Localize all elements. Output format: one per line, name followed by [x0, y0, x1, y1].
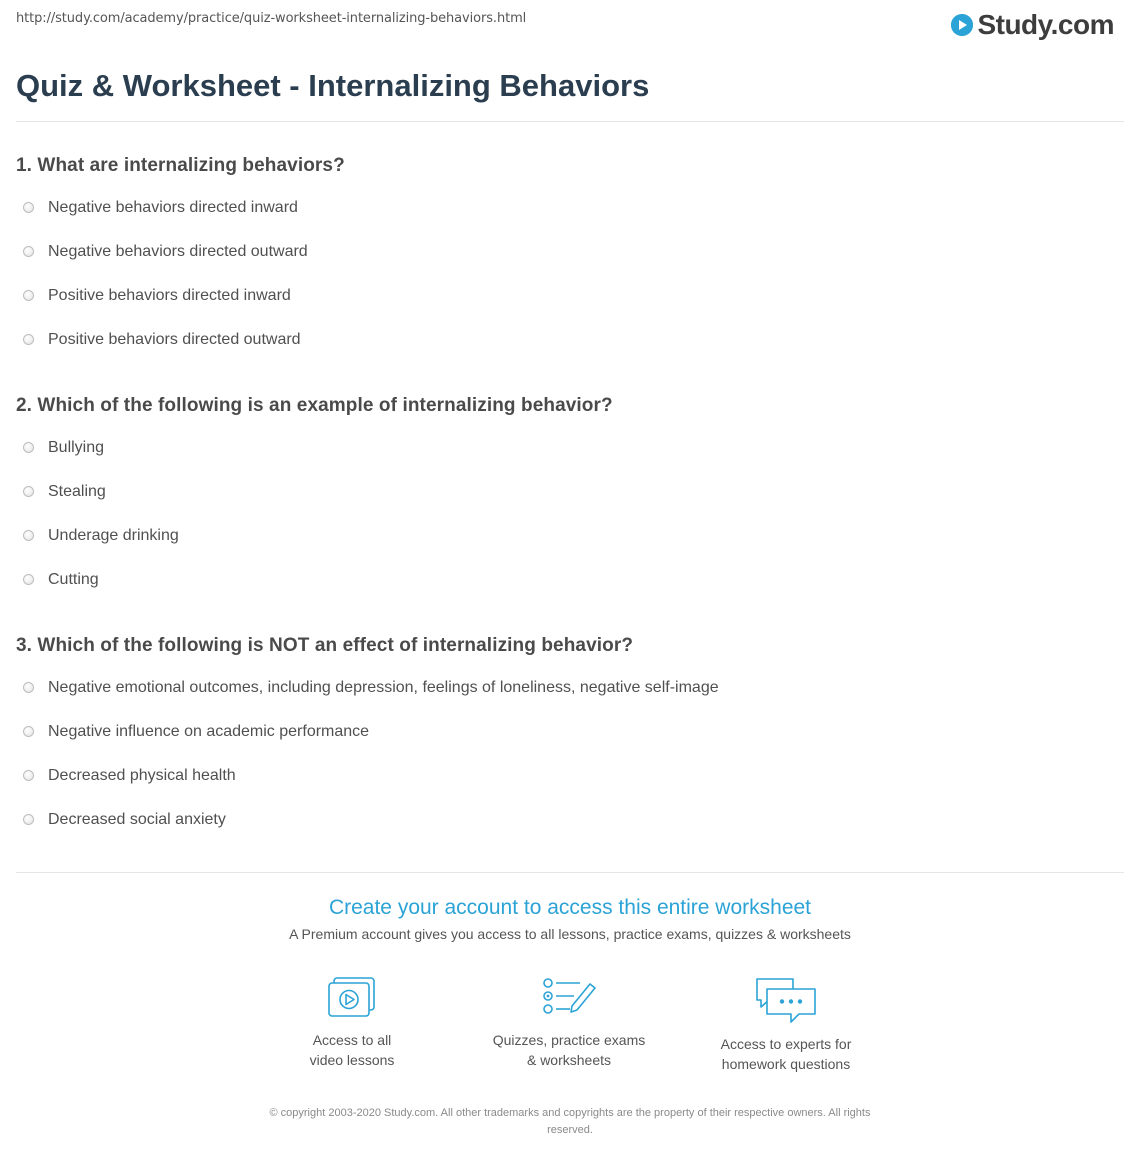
logo-text: Study.com [977, 9, 1114, 40]
answer-label: Positive behaviors directed inward [48, 287, 291, 304]
radio-button-icon[interactable] [23, 814, 34, 825]
video-lessons-icon [326, 976, 378, 1020]
answer-label: Positive behaviors directed outward [48, 331, 301, 348]
feature-video-lessons [262, 976, 442, 1070]
chat-bubbles-icon [753, 976, 819, 1024]
feature-label: Access to experts for [720, 1036, 852, 1052]
answer-label: Underage drinking [48, 527, 179, 544]
radio-button-icon[interactable] [23, 574, 34, 585]
copyright-line: reserved. [547, 1124, 593, 1136]
question-2 [16, 395, 1124, 588]
radio-button-icon[interactable] [23, 290, 34, 301]
page-url: http://study.com/academy/practice/quiz-worksheet-internalizing-behaviors.html [16, 11, 527, 26]
answer-option[interactable] [23, 723, 369, 741]
feature-label: Access to all [312, 1032, 392, 1048]
radio-button-icon[interactable] [23, 246, 34, 257]
answer-label: Negative emotional outcomes, including depression, feelings of loneliness, negative self-image [48, 679, 719, 696]
question-text: 2. Which of the following is an example of internalizing behavior? [16, 395, 613, 416]
radio-button-icon[interactable] [23, 442, 34, 453]
feature-label: Quizzes, practice exams [492, 1032, 646, 1048]
answer-option[interactable] [23, 439, 104, 457]
answer-label: Decreased physical health [48, 767, 236, 784]
question-3 [16, 635, 1124, 828]
question-text: 3. Which of the following is NOT an effect of internalizing behavior? [16, 635, 634, 656]
answer-label: Decreased social anxiety [48, 811, 226, 828]
page-title: Quiz & Worksheet - Internalizing Behaviors [16, 68, 650, 103]
feature-quizzes [479, 976, 659, 1070]
answer-option[interactable] [23, 331, 301, 349]
answer-option[interactable] [23, 571, 99, 589]
radio-button-icon[interactable] [23, 334, 34, 345]
answer-label: Negative influence on academic performance [48, 723, 370, 740]
feature-label: & worksheets [526, 1052, 612, 1068]
answer-label: Stealing [48, 483, 106, 500]
answer-label: Negative behaviors directed inward [48, 199, 298, 216]
answer-option[interactable] [23, 483, 106, 501]
answer-label: Bullying [48, 439, 105, 456]
radio-button-icon[interactable] [23, 682, 34, 693]
study-logo[interactable] [951, 4, 1114, 46]
radio-button-icon[interactable] [23, 770, 34, 781]
create-account-link[interactable]: Create your account to access this entire worksheet [328, 896, 812, 919]
question-1 [16, 155, 1124, 348]
radio-button-icon[interactable] [23, 202, 34, 213]
quiz-checklist-icon [540, 976, 598, 1020]
radio-button-icon[interactable] [23, 530, 34, 541]
answer-option[interactable] [23, 767, 236, 785]
answer-option[interactable] [23, 811, 226, 829]
feature-experts [696, 976, 876, 1074]
title-divider [16, 121, 1124, 122]
answer-option[interactable] [23, 287, 291, 305]
answer-option[interactable] [23, 679, 719, 697]
copyright-line: © copyright 2003-2020 Study.com. All other trademarks and copyrights are the property of their respective owners. All rights [269, 1107, 871, 1119]
promo-divider [16, 872, 1124, 873]
radio-button-icon[interactable] [23, 486, 34, 497]
feature-label: homework questions [721, 1056, 851, 1072]
feature-label: video lessons [309, 1052, 395, 1068]
answer-label: Negative behaviors directed outward [48, 243, 308, 260]
play-logo-icon [951, 14, 973, 36]
copyright-footer [210, 1105, 930, 1139]
question-text: 1. What are internalizing behaviors? [16, 155, 345, 176]
answer-label: Cutting [48, 571, 99, 588]
answer-option[interactable] [23, 527, 179, 545]
promo-subtitle: A Premium account gives you access to all lessons, practice exams, quizzes & worksheets [289, 926, 851, 942]
answer-option[interactable] [23, 199, 298, 217]
radio-button-icon[interactable] [23, 726, 34, 737]
answer-option[interactable] [23, 243, 308, 261]
